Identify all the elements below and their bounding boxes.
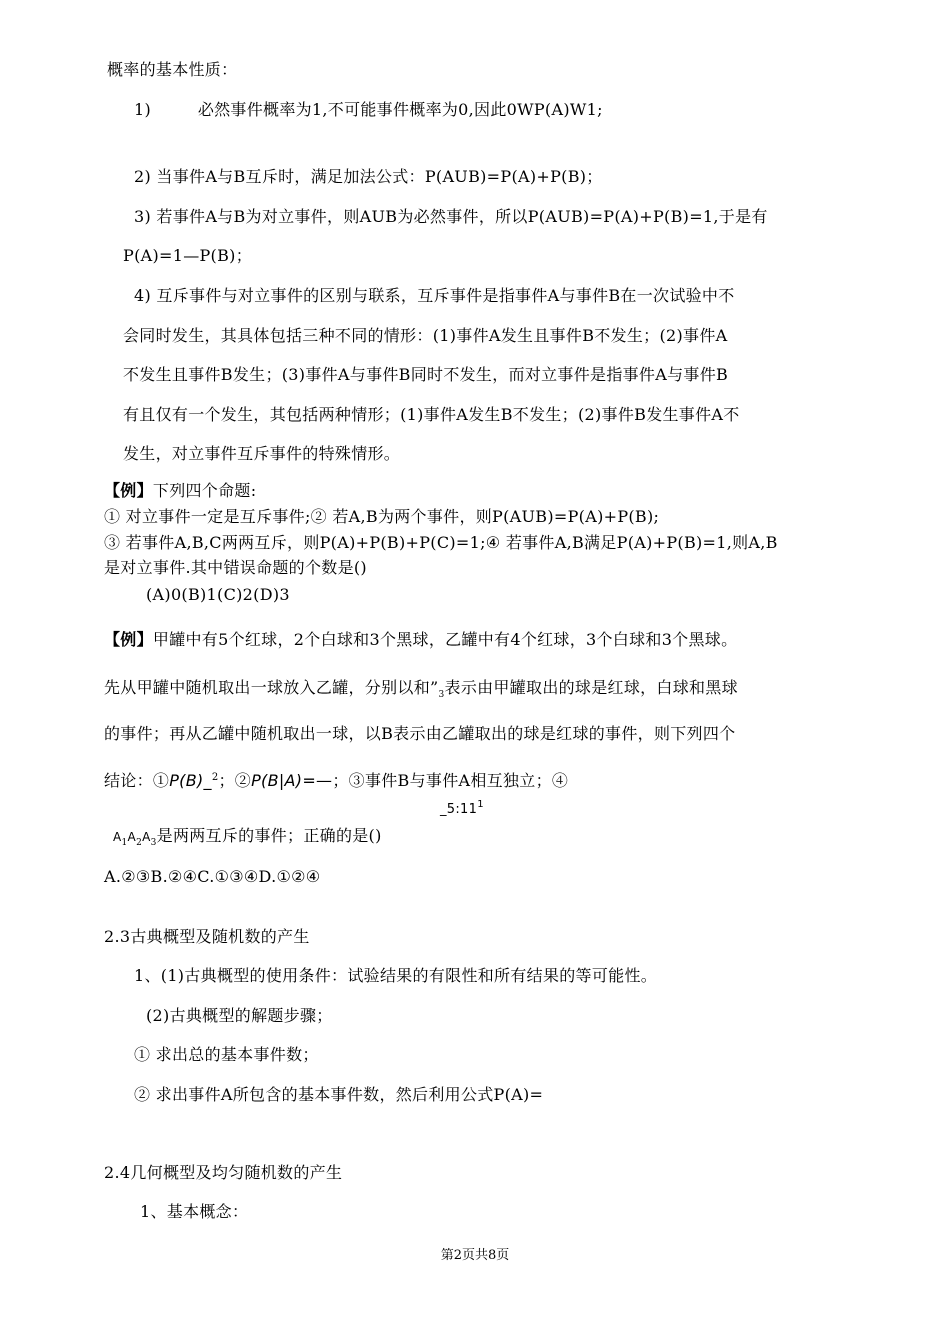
property-number: 4) [134, 286, 152, 305]
example2-line-1: 【例】甲罐中有5个红球，2个白球和3个黑球，乙罐中有4个红球，3个白球和3个黑球。 [104, 630, 738, 649]
page-footer: 第2页共8页 [440, 1248, 510, 1263]
section-2-3-line-4: ② 求出事件A所包含的基本事件数，然后利用公式P(A)= [134, 1085, 544, 1104]
section-2-3-line-3: ① 求出总的基本事件数； [134, 1045, 319, 1064]
example2-line-4: 结论：①P(B)_$^2$；②P(B|A)=—；③事件B与事件A相互独立；④ [104, 771, 569, 790]
property-text: 当事件A与B互斥时，满足加法公式：P(AUB)=P(A)+P(B)； [156, 167, 603, 186]
example2-line-3: 的事件；再从乙罐中随机取出一球，以B表示由乙罐取出的球是红球的事件，则下列四个 [104, 724, 736, 743]
property-text: 互斥事件与对立事件的区别与联系，互斥事件是指事件A与事件B在一次试验中不 [156, 286, 735, 305]
property-4-cont-3: 有且仅有一个发生，其包括两种情形；(1)事件A发生B不发生；(2)事件B发生事件A不 [123, 405, 740, 424]
property-4-cont-2: 不发生且事件B发生；(3)事件A与事件B同时不发生，而对立事件是指事件A与事件B [123, 365, 729, 384]
section-2-4-title: 2.4几何概型及均匀随机数的产生 [104, 1163, 343, 1182]
example2-line-5: $A_1A_2A_3$是两两互斥的事件；正确的是() [113, 826, 382, 848]
section-2-3-line-2: (2)古典概型的解题步骤； [146, 1006, 333, 1025]
property-1 [134, 100, 603, 120]
property-number: 3) [134, 207, 152, 226]
example2-line-2: 先从甲罐中随机取出一球放入乙罐，分别以和$”_3$表示由甲罐取出的球是红球，白球和黑球 [104, 678, 738, 700]
property-4-cont-4: 发生，对立事件互斥事件的特殊情形。 [123, 444, 401, 463]
property-4 [134, 286, 735, 306]
section-2-4-line-1: 1、基本概念： [140, 1202, 249, 1221]
example1-line-4: 是对立事件.其中错误命题的个数是() [104, 558, 367, 577]
property-2 [134, 167, 603, 187]
example1-line-2: ① 对立事件一定是互斥事件;② 若A,B为两个事件，则P(AUB)=P(A)+P(B); [104, 507, 660, 526]
property-number: 1) [134, 100, 152, 119]
property-3 [134, 207, 768, 227]
example1-line-3: ③ 若事件A,B,C两两互斥，则P(A)+P(B)+P(C)=1;④ 若事件A,B满足P(A)+P(B)=1,则A,B [104, 533, 778, 552]
example-tag: 【例】 [104, 630, 153, 649]
section-heading: 概率的基本性质： [107, 60, 238, 79]
property-number: 2) [134, 167, 152, 186]
property-3-cont: P(A)=1—P(B)； [123, 246, 252, 265]
property-4-cont-1: 会同时发生，其具体包括三种不同的情形：(1)事件A发生且事件B不发生；(2)事件A [123, 326, 728, 345]
property-text: 若事件A与B为对立事件，则AUB为必然事件，所以P(AUB)=P(A)+P(B)=1,于是有 [156, 207, 768, 226]
section-2-3-line-1: 1、(1)古典概型的使用条件：试验结果的有限性和所有结果的等可能性。 [134, 966, 658, 985]
example1-options: (A)0(B)1(C)2(D)3 [146, 585, 290, 604]
example2-answers: A.②③B.②④C.①③④D.①②④ [104, 867, 321, 886]
example-tag: 【例】 [104, 481, 153, 500]
property-text: 必然事件概率为1,不可能事件概率为0,因此0WP(A)W1; [197, 100, 603, 119]
example1-line-1: 【例】下列四个命题: [104, 481, 257, 500]
section-2-3-title: 2.3古典概型及随机数的产生 [104, 927, 310, 946]
example2-fraction-note: $\_5:11^1$ [440, 799, 484, 817]
